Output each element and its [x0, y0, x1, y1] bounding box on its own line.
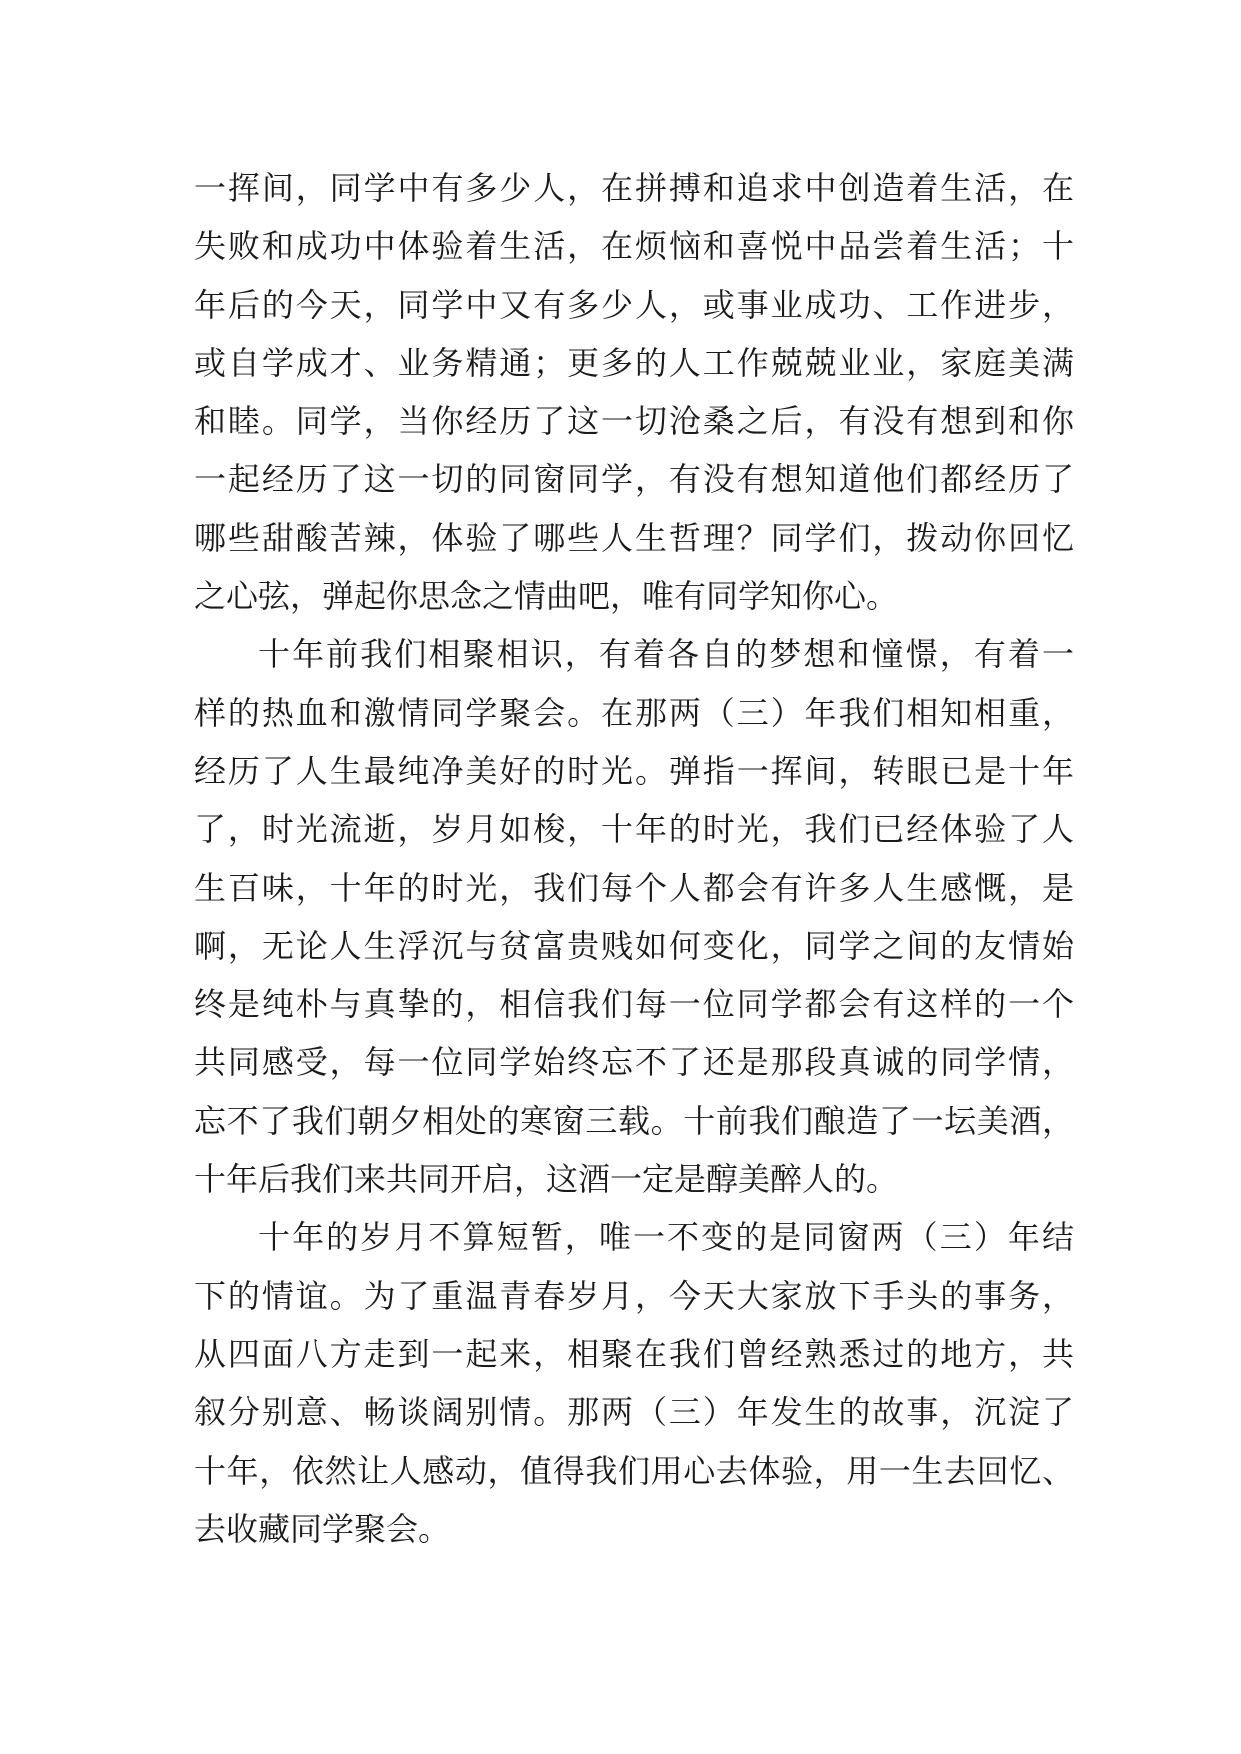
- paragraph-2-line-2: 样的热血和激情同学聚会。在那两（三）年我们相知相重，: [194, 693, 1074, 732]
- document-body: [194, 159, 1074, 1558]
- paragraph-2-line-8: 共同感受，每一位同学始终忘不了还是那段真诚的同学情，: [194, 1043, 1074, 1082]
- paragraph-2-line-6: 啊，无论人生浮沉与贫富贵贱如何变化，同学之间的友情始: [194, 926, 1074, 965]
- paragraph-1-line-5: 和睦。同学，当你经历了这一切沧桑之后，有没有想到和你: [194, 402, 1074, 441]
- paragraph-1-line-4: 或自学成才、业务精通；更多的人工作兢兢业业，家庭美满: [194, 343, 1074, 382]
- paragraph-3-line-1: 十年的岁月不算短暂，唯一不变的是同窗两（三）年结: [258, 1218, 1074, 1257]
- paragraph-2-line-7: 终是纯朴与真挚的，相信我们每一位同学都会有这样的一个: [194, 985, 1074, 1024]
- paragraph-1-line-6: 一起经历了这一切的同窗同学，有没有想知道他们都经历了: [194, 460, 1074, 499]
- paragraph-3-line-3: 从四面八方走到一起来，相聚在我们曾经熟悉过的地方，共: [194, 1334, 1074, 1373]
- paragraph-1-line-1: 一挥间，同学中有多少人，在拼搏和追求中创造着生活，在: [194, 169, 1074, 207]
- paragraph-2-line-1: 十年前我们相聚相识，有着各自的梦想和憧憬，有着一: [258, 635, 1074, 674]
- paragraph-2-line-9: 忘不了我们朝夕相处的寒窗三载。十前我们酿造了一坛美酒，: [194, 1101, 1074, 1140]
- paragraph-1-line-2: 失败和成功中体验着生活，在烦恼和喜悦中品尝着生活；十: [194, 227, 1074, 266]
- paragraph-3-line-4: 叙分别意、畅谈阔别情。那两（三）年发生的故事，沉淀了: [194, 1393, 1074, 1432]
- paragraph-2-line-4: 了，时光流逝，岁月如梭，十年的时光，我们已经体验了人: [194, 810, 1074, 849]
- paragraph-2-line-3: 经历了人生最纯净美好的时光。弹指一挥间，转眼已是十年: [194, 751, 1074, 790]
- paragraph-1-line-8: 之心弦，弹起你思念之情曲吧，唯有同学知你心。: [194, 577, 899, 616]
- paragraph-2-line-10: 十年后我们来共同开启，这酒一定是醇美醉人的。: [194, 1160, 899, 1199]
- paragraph-2-line-5: 生百味，十年的时光，我们每个人都会有许多人生感慨，是: [194, 868, 1074, 907]
- paragraph-3-line-2: 下的情谊。为了重温青春岁月，今天大家放下手头的事务，: [194, 1276, 1074, 1315]
- paragraph-3-line-6: 去收藏同学聚会。: [194, 1509, 451, 1548]
- paragraph-1-line-3: 年后的今天，同学中又有多少人，或事业成功、工作进步，: [194, 285, 1074, 324]
- paragraph-3-line-5: 十年，依然让人感动，值得我们用心去体验，用一生去回忆、: [194, 1451, 1074, 1490]
- paragraph-1-line-7: 哪些甜酸苦辣，体验了哪些人生哲理？同学们，拨动你回忆: [194, 518, 1074, 557]
